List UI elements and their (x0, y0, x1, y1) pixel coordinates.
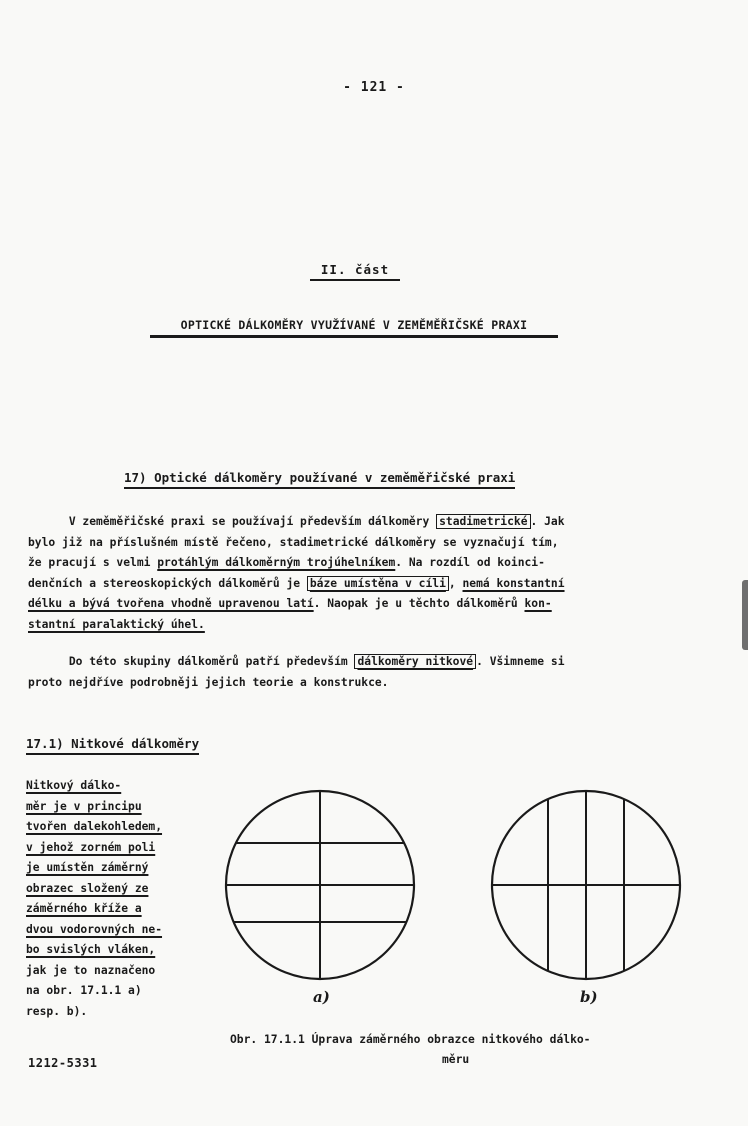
caption-line: Obr. 17.1.1 Úprava záměrného obrazce nitkového dálko- (230, 1033, 591, 1046)
section-heading: 17) Optické dálkoměry používané v zeměměřičské praxi (124, 470, 515, 489)
text-line (28, 512, 684, 533)
side-line: tvořen dalekohledem, (26, 820, 163, 833)
side-line: Nitkový dálko- (26, 779, 122, 792)
main-heading: OPTICKÉ DÁLKOMĚRY VYUŽÍVANÉ V ZEMĚMĚŘIČSKÉ PRAXI (150, 318, 558, 338)
side-line: měr je v principu (26, 799, 142, 813)
side-line: záměrného kříže a (26, 902, 142, 915)
text-span: . Naopak je u těchto dálkoměrů (313, 597, 525, 610)
side-line: obrazec složený ze (26, 881, 149, 895)
text-span: . Jak (530, 515, 565, 528)
figure-caption (230, 1030, 690, 1070)
text-span: denčních a stereoskopických dálkoměrů je (28, 576, 307, 590)
text-line (28, 652, 684, 673)
side-line: resp. b). (26, 1004, 88, 1018)
side-line: v jehož zorném poli (26, 840, 156, 854)
text-span: . Na rozdíl od koinci- (395, 556, 545, 569)
side-line: bo svislých vláken, (26, 943, 156, 956)
paragraph-stadimetric (28, 512, 684, 635)
page-edge-shadow (742, 580, 748, 650)
side-text (26, 776, 206, 1022)
text-span: Do této skupiny dálkoměrů patří především (68, 655, 355, 668)
subsection-heading: 17.1) Nitkové dálkoměry (26, 736, 199, 755)
underlined-term: délku a bývá tvořena vhodně upravenou latí (28, 597, 314, 610)
side-line: na obr. 17.1.1 a) (26, 984, 142, 997)
side-line: dvou vodorovných ne- (26, 922, 163, 936)
figure-label-a: a) (313, 988, 330, 1006)
side-line: je umístěn záměrný (26, 861, 149, 874)
paragraph-thread-rangefinders (28, 652, 684, 693)
text-line: proto nejdříve podrobněji jejich teorie a konstrukce. (28, 675, 389, 689)
boxed-term-thread: dálkoměry nitkové (354, 654, 476, 669)
text-line (28, 615, 684, 636)
underlined-term: stantní paralaktický úhel. (28, 617, 205, 631)
reticle-a-circle (226, 791, 414, 979)
side-line: jak je to naznačeno (26, 963, 156, 977)
reticle-a (220, 780, 420, 990)
reticle-b-circle (492, 791, 680, 979)
text-line (28, 574, 684, 595)
boxed-term-base: báze umístěna v cíli (307, 576, 449, 591)
underlined-term: kon- (524, 597, 552, 610)
figure-label-b: b) (580, 988, 598, 1006)
text-span: že pracují s velmi (28, 556, 158, 569)
text-span: . Všimneme si (476, 655, 565, 668)
underlined-term: nemá konstantní (462, 576, 565, 590)
text-line (28, 594, 684, 615)
part-title: II. část (310, 262, 400, 281)
caption-line: měru (442, 1053, 470, 1066)
reticle-b (486, 780, 686, 990)
text-line: bylo již na příslušném místě řečeno, stadimetrické dálkoměry se vyznačují tím, (28, 535, 559, 549)
text-span: V zeměměřičské praxi se používají především dálkoměry (68, 515, 437, 528)
underlined-term: protáhlým dálkoměrným trojúhelníkem (157, 556, 396, 569)
text-span: , (448, 576, 463, 590)
boxed-term-stadimetric: stadimetrické (436, 514, 530, 529)
document-code: 1212-5331 (28, 1056, 98, 1070)
text-line (28, 553, 684, 574)
page-number: - 121 - (343, 80, 405, 95)
